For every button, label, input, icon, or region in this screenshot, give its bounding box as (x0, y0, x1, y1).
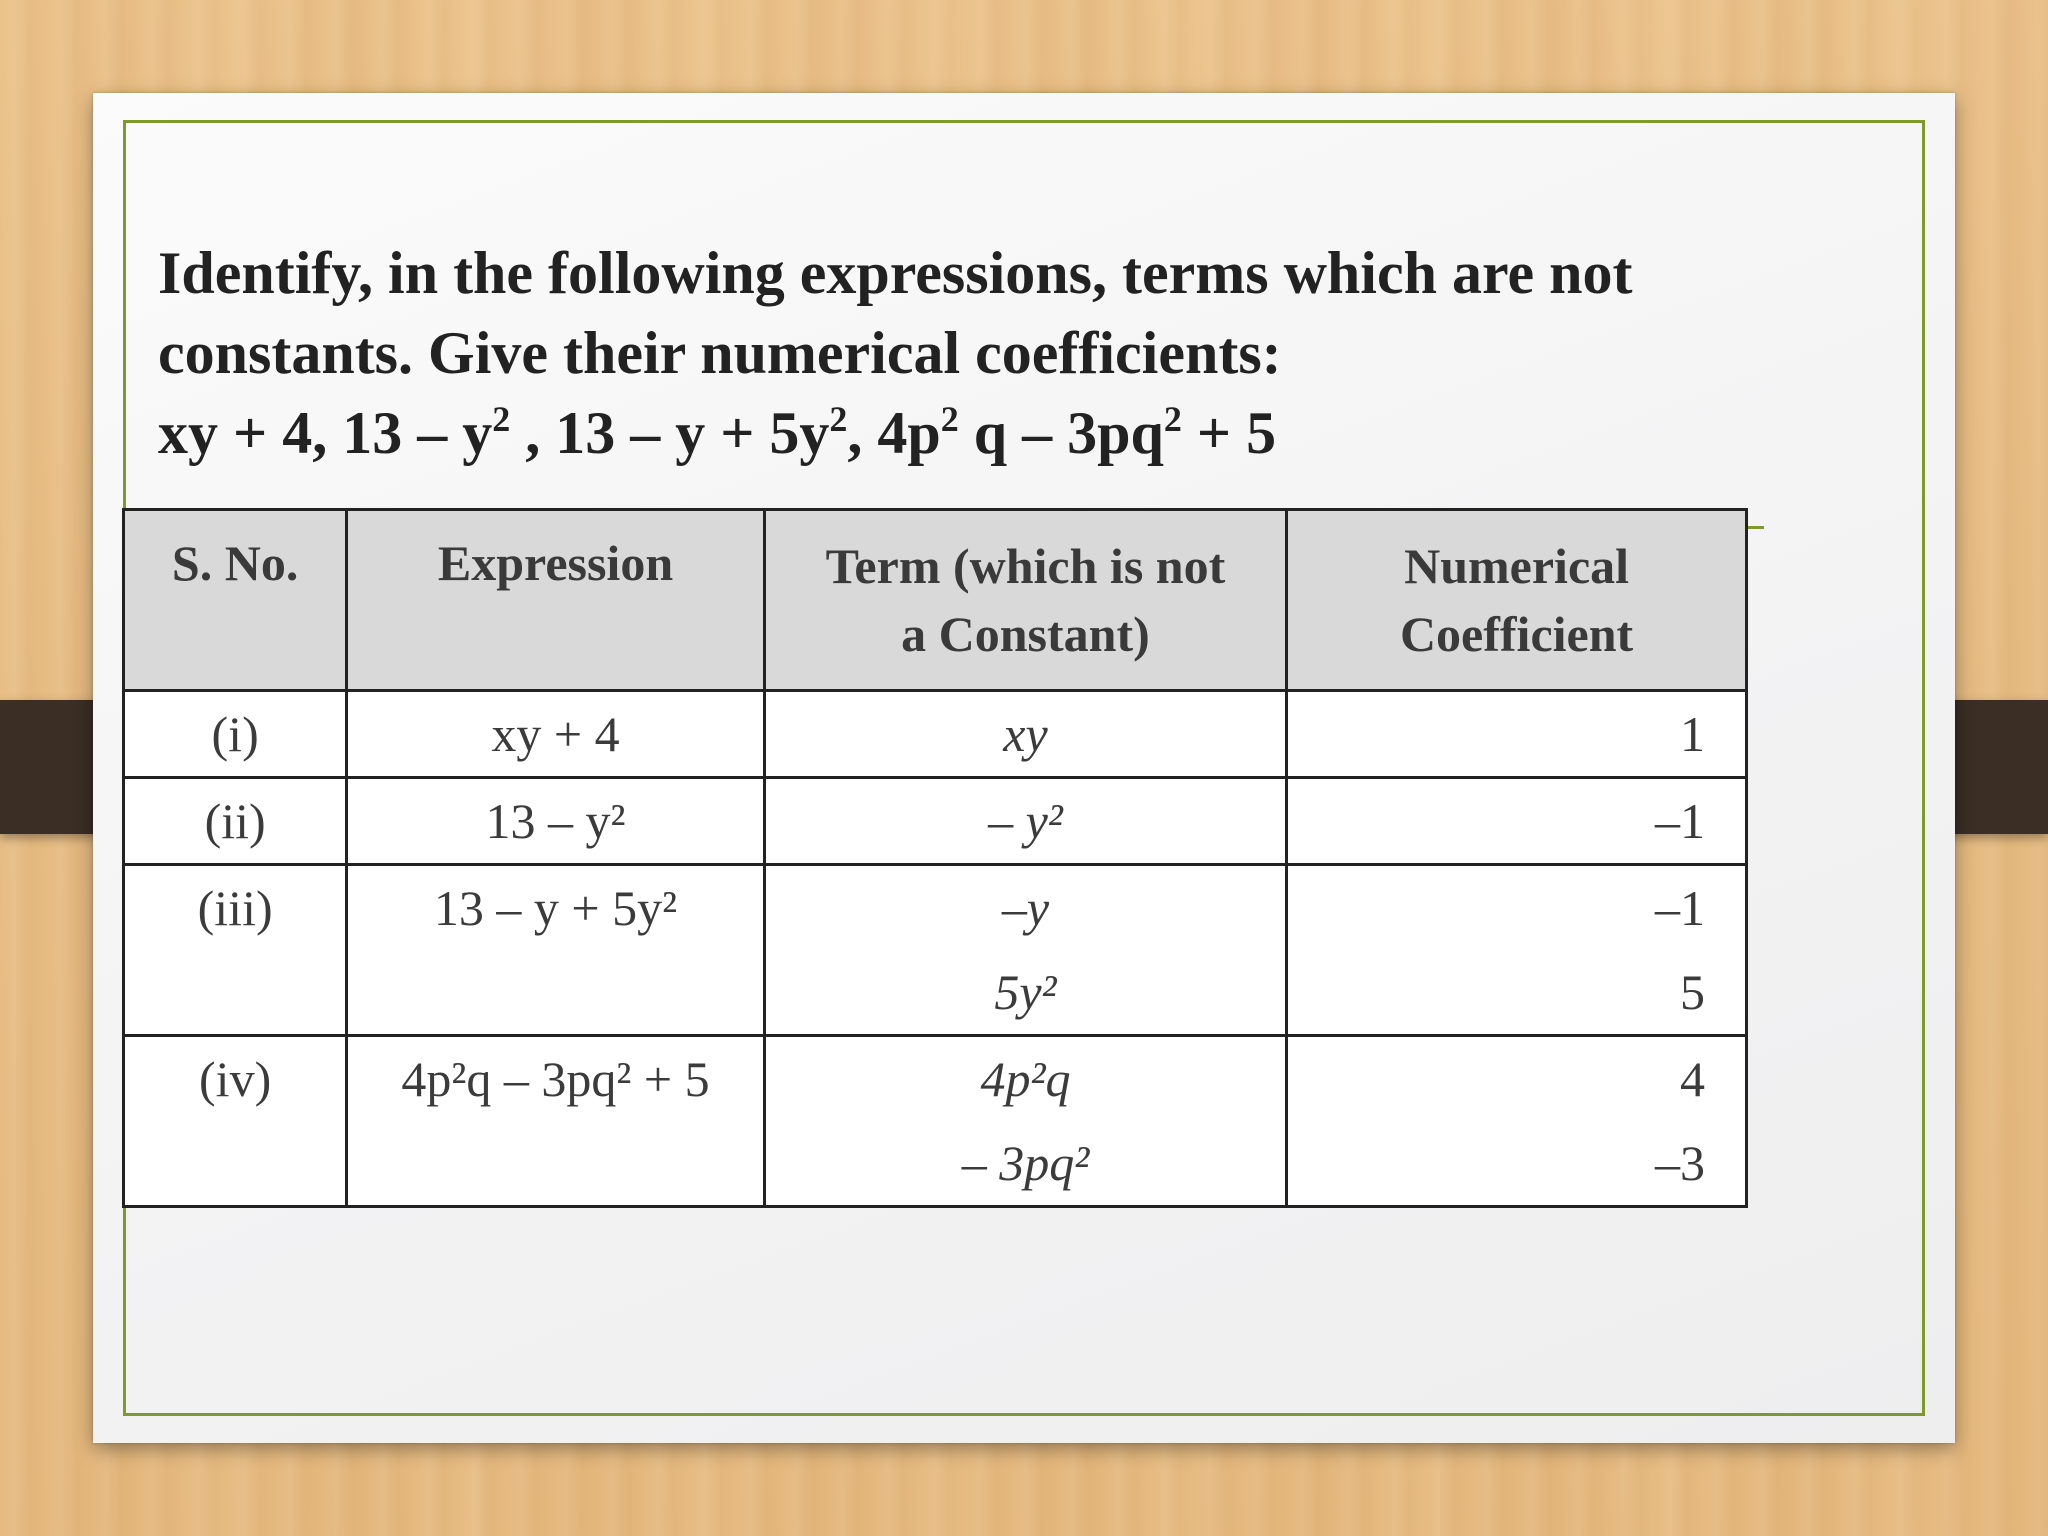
cell-coefficients (1287, 691, 1747, 778)
expr-part-4: q – 3pq (958, 400, 1164, 466)
expression-value: 4p²q – 3pq² + 5 (401, 1051, 710, 1107)
header-expression (347, 510, 764, 691)
term-value: – y² (988, 793, 1063, 849)
cell-coefficients (1287, 865, 1747, 1036)
question-heading (158, 233, 1918, 473)
table-header-row (124, 510, 1747, 691)
header-coef-line-1: Numerical (1404, 538, 1630, 594)
expr-part-2: , 13 – y + 5y (510, 400, 830, 466)
cell-terms (764, 691, 1286, 778)
cell-expression (347, 778, 764, 865)
coefficient-value: –1 (1655, 793, 1705, 849)
term-value: –y (1001, 880, 1050, 936)
table-row (124, 778, 1747, 865)
cell-sno (124, 865, 347, 1036)
table-row (124, 865, 1747, 1036)
coefficient-value: 5 (1680, 964, 1705, 1020)
coefficients-table (122, 508, 1748, 1208)
cell-terms (764, 1036, 1286, 1207)
table-row (124, 691, 1747, 778)
header-sno-label: S. No. (171, 535, 299, 591)
cell-terms (764, 865, 1286, 1036)
term-value: – 3pq² (961, 1135, 1090, 1191)
coefficient-value: –1 (1655, 880, 1705, 936)
header-coefficient (1287, 510, 1747, 691)
term-value: 4p²q (980, 1051, 1071, 1107)
expr-part-3: , 4p (847, 400, 941, 466)
cell-expression (347, 1036, 764, 1207)
expr-sup-2: 2 (829, 399, 848, 439)
table-body (124, 691, 1747, 1207)
header-term-line-1: Term (which is not (825, 538, 1226, 594)
expression-value: 13 – y² (485, 793, 626, 849)
cell-sno (124, 778, 347, 865)
sno-value: (ii) (204, 793, 266, 849)
coefficient-value: –3 (1655, 1135, 1705, 1191)
coefficient-value: 4 (1680, 1051, 1705, 1107)
cell-expression (347, 865, 764, 1036)
expr-part-5: + 5 (1181, 400, 1277, 466)
cell-coefficients (1287, 778, 1747, 865)
expression-value: 13 – y + 5y² (433, 880, 678, 936)
expr-sup-1: 2 (492, 399, 511, 439)
expr-sup-3: 2 (940, 399, 959, 439)
term-value: 5y² (994, 964, 1057, 1020)
sno-value: (iii) (197, 880, 273, 936)
heading-line-1: Identify, in the following expressions, terms which are not (158, 240, 1633, 306)
expr-part-1: xy + 4, 13 – y (158, 400, 493, 466)
header-term (764, 510, 1286, 691)
cell-coefficients (1287, 1036, 1747, 1207)
table-row (124, 1036, 1747, 1207)
cell-terms (764, 778, 1286, 865)
cell-sno (124, 691, 347, 778)
header-coef-line-2: Coefficient (1399, 606, 1634, 662)
header-term-line-2: a Constant) (901, 606, 1150, 662)
expression-value: xy + 4 (491, 706, 620, 762)
heading-line-2: constants. Give their numerical coefficients: (158, 320, 1282, 386)
header-sno (124, 510, 347, 691)
sno-value: (iv) (199, 1051, 272, 1107)
expr-sup-4: 2 (1163, 399, 1182, 439)
coefficient-value: 1 (1680, 706, 1705, 762)
cell-expression (347, 691, 764, 778)
cell-sno (124, 1036, 347, 1207)
sno-value: (i) (211, 706, 259, 762)
heading-expressions (158, 393, 1918, 473)
term-value: xy (1003, 706, 1048, 762)
header-expression-label: Expression (437, 535, 674, 591)
